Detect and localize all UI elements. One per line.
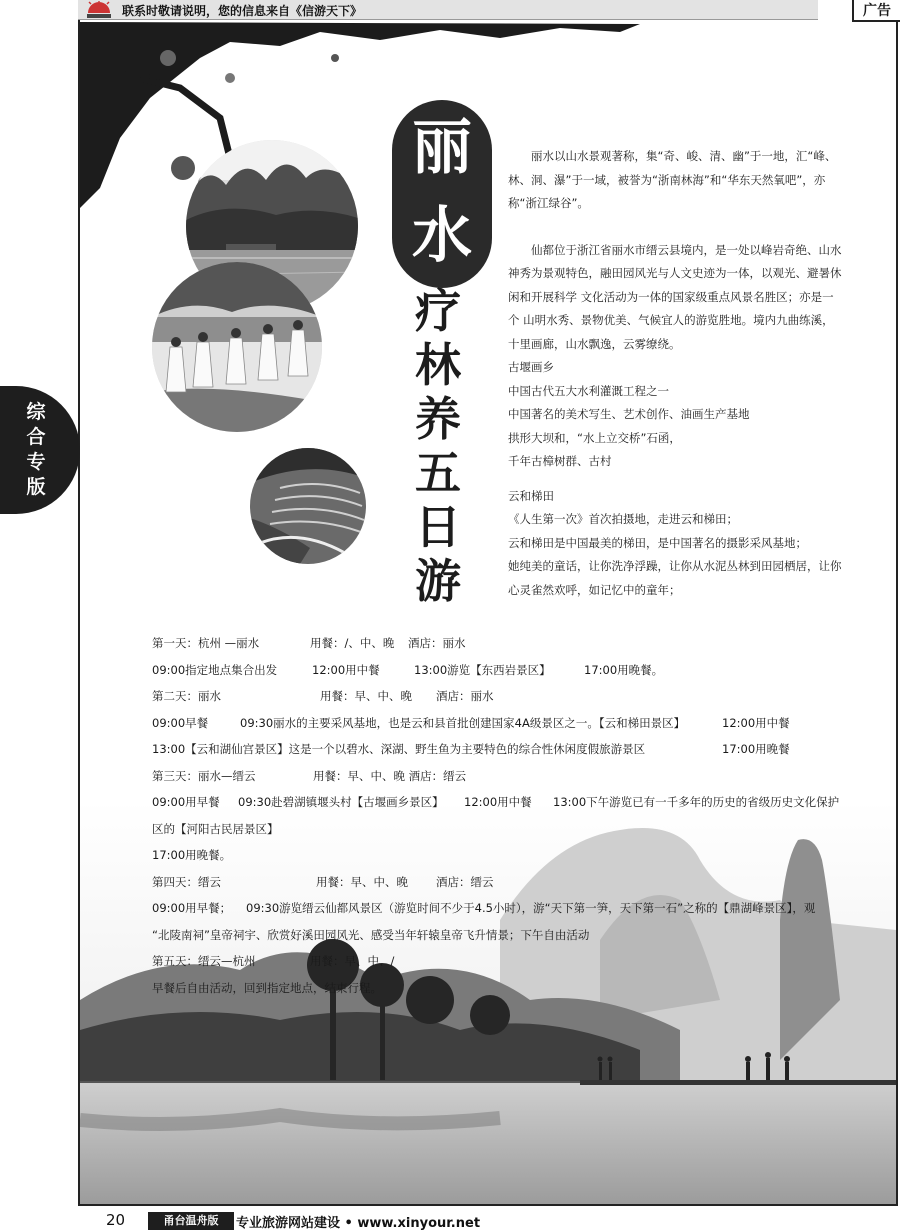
- schedule-item: 09:30游览缙云仙都风景区（游览时间不少于4.5小时），游“天下第一笋，天下第一石”之称的【鼎湖峰景区】，观: [246, 901, 816, 915]
- schedule-item: 09:00用早餐；: [152, 901, 232, 915]
- feature-line: 《人生第一次》首次拍摄地，走进云和梯田；: [508, 512, 738, 526]
- itinerary-line: [152, 657, 842, 684]
- page-frame-bottom: [78, 1204, 898, 1206]
- itinerary-line: [152, 736, 842, 763]
- schedule-item: 17:00用晚餐。: [584, 662, 664, 677]
- itinerary-line: [152, 869, 842, 896]
- schedule-item: 09:00指定地点集合出发: [152, 662, 278, 677]
- schedule-item: 17:00用晚餐。: [152, 848, 232, 862]
- day-title: 第二天：丽水: [152, 689, 221, 703]
- feature-line: 中国著名的美术写生、艺术创作、油画生产基地: [508, 407, 750, 421]
- schedule-item: 09:30赴碧湖镇堰头村【古堰画乡景区】: [238, 795, 444, 809]
- feature-group-yunhe: [508, 485, 848, 603]
- feature-title: 古堰画乡: [508, 360, 554, 374]
- schedule-item: 13:00【云和湖仙宫景区】这是一个以碧水、深湖、野生鱼为主要特色的综合性休闲度假旅游景区: [152, 742, 646, 756]
- intro-paragraph: 丽水以山水景观著称，集“奇、峻、清、幽”于一地，汇“峰、林、洞、瀑”于一域，被誉为“浙南林海”和“华东天然氧吧”，亦称“浙江绿谷”。: [508, 149, 837, 210]
- section-tab-label: 综合专版: [26, 401, 46, 498]
- meal-info: 用餐：早、中、/: [310, 954, 395, 968]
- title-subtitle: 疗林养五日游: [415, 284, 461, 608]
- day-title: 第三天：丽水—缙云: [152, 768, 256, 783]
- itinerary-line: [152, 630, 842, 657]
- schedule-item: 12:00用中餐: [312, 662, 380, 677]
- feature-line: 云和梯田是中国最美的梯田，是中国著名的摄影采风基地；: [508, 535, 807, 550]
- feature-line: 拱形大坝和，“水上立交桥”石函，: [508, 430, 681, 445]
- schedule-item: 17:00用晚餐: [722, 742, 790, 756]
- schedule-item: 13:00下午游览已有一千多年的历史的省级历史文化保护: [553, 795, 840, 809]
- hotel-info: 酒店：丽水: [436, 689, 494, 703]
- contact-notice: 联系时敬请说明，您的信息来自《信游天下》: [122, 4, 363, 18]
- feature-line: 心灵雀然欢呼，如记忆中的童年；: [508, 582, 681, 597]
- edition-label: 甬台温舟版: [148, 1212, 234, 1230]
- itinerary-line: [152, 895, 842, 922]
- features-section: [508, 356, 848, 613]
- hotel-info: 酒店：丽水: [408, 636, 466, 650]
- top-header-bar: [78, 0, 818, 20]
- schedule-item: 13:00游览【东西岩景区】: [414, 662, 551, 677]
- itinerary-line: [152, 842, 842, 869]
- itinerary-line: [152, 948, 842, 975]
- schedule-item: 区的【河阳古民居景区】: [152, 821, 279, 836]
- ad-label: 广告: [852, 0, 900, 22]
- page-frame-right: [896, 22, 898, 1206]
- footer-slogan: 专业旅游网站建设 • www.xinyour.net: [236, 1216, 481, 1230]
- publication-logo: [84, 1, 114, 19]
- photo-dancers-riverside: [152, 262, 322, 432]
- feature-group-guyan: [508, 356, 848, 474]
- itinerary-line: [152, 922, 842, 949]
- feature-line: 中国古代五大水利灌溉工程之一: [508, 383, 669, 398]
- day-title: 第五天：缙云—杭州: [152, 954, 256, 968]
- meal-info: 用餐：早、中、晚: [316, 874, 408, 889]
- title-main: 丽水: [412, 113, 472, 271]
- itinerary-line: [152, 683, 842, 710]
- schedule-item: 09:00早餐: [152, 715, 209, 730]
- schedule-item: “北陵南祠”皇帝祠宇、欣赏好溪田园风光、感受当年轩辕皇帝飞升情景；下午自由活动: [152, 927, 590, 942]
- schedule-item: 09:00用早餐: [152, 795, 220, 809]
- day-title: 第四天：缙云: [152, 874, 221, 889]
- intro-paragraph: 仙都位于浙江省丽水市缙云县境内，是一处以峰岩奇绝、山水神秀为景观特色，融田园风光与人文史迹为一体，以观光、避暑休闲和开展科学 文化活动为一体的国家级重点风景名胜区；亦是一个 山明水秀、景物优美、气候宜人的游览胜地。境内九曲练溪，十里画廊，山水飘逸，云雾缭绕。: [508, 242, 842, 351]
- meal-info: 用餐：早、中、晚: [320, 689, 412, 703]
- schedule-item: 早餐后自由活动，回到指定地点，结束行程。: [152, 980, 382, 995]
- schedule-item: 12:00用中餐: [722, 715, 790, 730]
- itinerary-line: [152, 710, 842, 737]
- meal-info: 用餐：/、中、晚: [310, 636, 395, 650]
- feature-line: 千年古樟树群、古村: [508, 454, 612, 468]
- intro-section: [508, 145, 843, 379]
- itinerary-line: [152, 816, 842, 843]
- itinerary-line: [152, 975, 842, 1002]
- photo-terraced-fields: [250, 448, 366, 564]
- hotel-info: 酒店：缙云: [436, 874, 494, 889]
- schedule-item: 12:00用中餐: [464, 795, 532, 809]
- itinerary-line: [152, 763, 842, 790]
- itinerary-section: [152, 630, 842, 1001]
- page-number: 20: [106, 1211, 126, 1229]
- section-tab: [0, 386, 80, 514]
- meal-hotel-info: 用餐：早、中、晚 酒店：缙云: [313, 768, 467, 783]
- feature-line: 她纯美的童话，让你洗净浮躁，让你从水泥丛林到田园栖居，让你: [508, 559, 842, 573]
- feature-title: 云和梯田: [508, 488, 554, 503]
- schedule-item: 09:30丽水的主要采风基地，也是云和县首批创建国家4A级景区之一。【云和梯田景区】: [240, 715, 686, 730]
- day-title: 第一天：杭州 —丽水: [152, 636, 260, 650]
- itinerary-line: [152, 789, 842, 816]
